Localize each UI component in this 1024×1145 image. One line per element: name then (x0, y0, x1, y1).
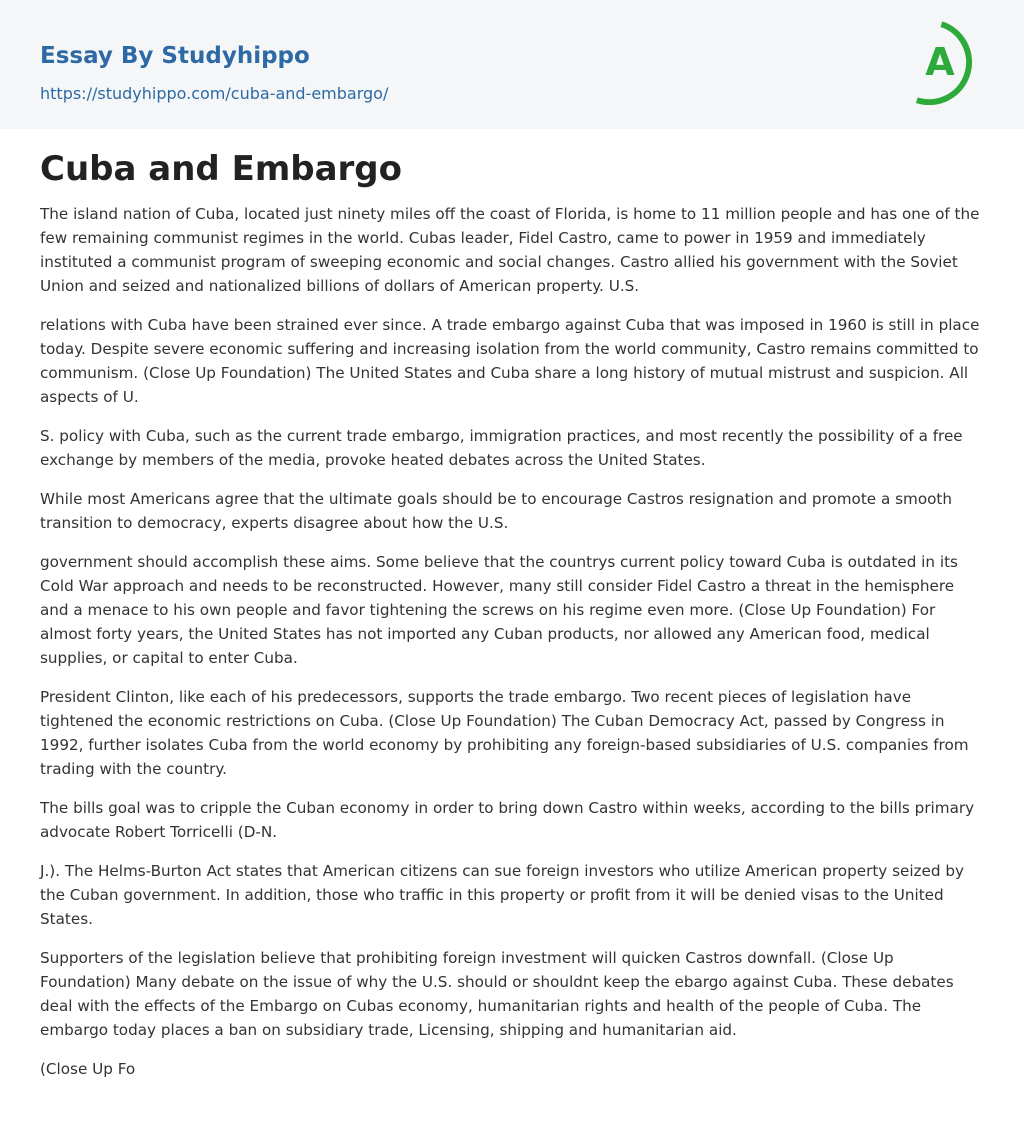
essay-paragraph-truncated: (Close Up Fo (40, 1060, 136, 1078)
studyhippo-logo-icon[interactable] (912, 19, 986, 105)
essay-paragraph: relations with Cuba have been strained ever since. A trade embargo against Cuba that was imposed in 1960 is still in place today. Despite severe economic suffering and increasing isolation from the world community, Castro remains committed to communism. (Close Up Foundation) The United States and Cuba share a long history of mutual mistrust and suspicion. All aspects of U. (40, 316, 980, 406)
site-title[interactable]: Essay By Studyhippo (40, 43, 310, 69)
essay-paragraph: S. policy with Cuba, such as the current trade embargo, immigration practices, and most recently the possibility of a free exchange by members of the media, provoke heated debates across the United States. (40, 427, 963, 469)
site-header (0, 0, 1024, 129)
logo-letter: A (925, 40, 955, 84)
essay-paragraph: Supporters of the legislation believe that prohibiting foreign investment will quicken Castros downfall. (Close Up Foundation) Many debate on the issue of why the U.S. should or shouldnt keep the ebargo against Cuba. These debates deal with the effects of the Embargo on Cubas economy, humanitarian rights and health of the people of Cuba. The embargo today places a ban on subsidiary trade, Licensing, shipping and humanitarian aid. (40, 949, 954, 1039)
essay-paragraph: J.). The Helms-Burton Act states that American citizens can sue foreign investors who utilize American property seized by the Cuban government. In addition, those who traffic in this property or profit from it will be denied visas to the United States. (40, 862, 964, 928)
essay-paragraph: While most Americans agree that the ultimate goals should be to encourage Castros resignation and promote a smooth transition to democracy, experts disagree about how the U.S. (40, 490, 952, 532)
essay-url-link[interactable]: https://studyhippo.com/cuba-and-embargo/ (40, 84, 389, 103)
essay-paragraph: The island nation of Cuba, located just ninety miles off the coast of Florida, is home to 11 million people and has one of the few remaining communist regimes in the world. Cubas leader, Fidel Castro, came to power in 1959 and immediately instituted a communist program of sweeping economic and social changes. Castro allied his government with the Soviet Union and seized and nationalized billions of dollars of American property. U.S. (40, 205, 980, 295)
essay-paragraph: The bills goal was to cripple the Cuban economy in order to bring down Castro within weeks, according to the bills primary advocate Robert Torricelli (D-N. (40, 799, 975, 841)
essay-paragraph: government should accomplish these aims. Some believe that the countrys current policy toward Cuba is outdated in its Cold War approach and needs to be reconstructed. However, many still consider Fidel Castro a threat in the hemisphere and a menace to his own people and favor tightening the screws on his regime even more. (Close Up Foundation) For almost forty years, the United States has not imported any Cuban products, nor allowed any American food, medical supplies, or capital to enter Cuba. (40, 553, 958, 667)
essay-title: Cuba and Embargo (40, 149, 402, 189)
essay-paragraph: President Clinton, like each of his predecessors, supports the trade embargo. Two recent pieces of legislation have tightened the economic restrictions on Cuba. (Close Up Foundation) The Cuban Democracy Act, passed by Congress in 1992, further isolates Cuba from the world economy by prohibiting any foreign-based subsidiaries of U.S. companies from trading with the country. (40, 688, 969, 778)
essay-content (0, 129, 1024, 1081)
